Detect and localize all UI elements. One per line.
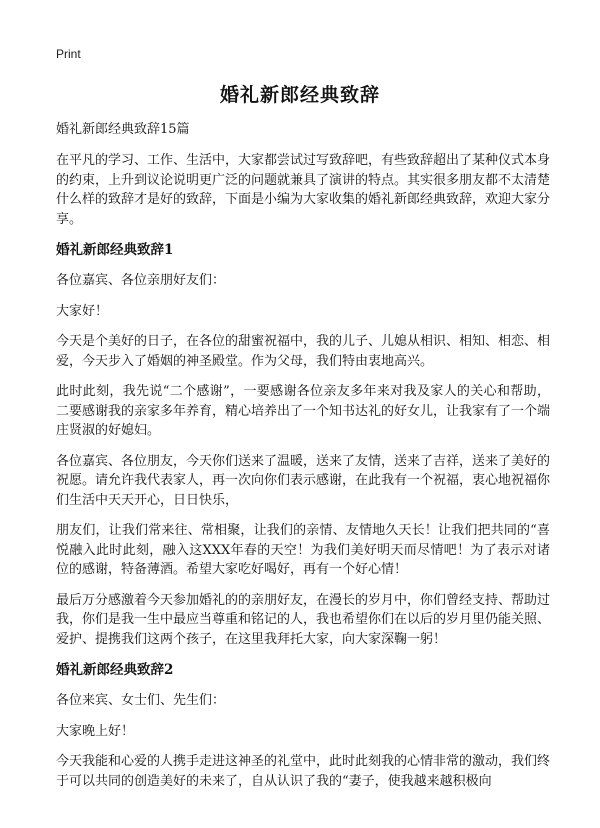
paragraph: 朋友们，让我们常来往、常相聚，让我们的亲情、友情地久天长！让我们把共同的“喜悦融入此时此刻，融入这XXX年春的天空！为我们美好明天而尽情吧！为了表示对诸位的感谢，特备薄酒。希望大家吃好喝好，再有一个好心情！ — [56, 523, 550, 577]
paragraph: 各位来宾、女士们、先生们： — [56, 693, 226, 708]
paragraph: 今天我能和心爱的人携手走进这神圣的礼堂中，此时此刻我的心情非常的激动，我们终于可以共同的创造美好的未来了，自从认识了我的“妻子，使我越来越积极向 — [56, 754, 551, 789]
document-subtitle: 婚礼新郎经典致辞15篇 — [56, 122, 190, 137]
section-heading: 婚礼新郎经典致辞2 — [56, 662, 174, 678]
paragraph: 今天是个美好的日子，在各位的甜蜜祝福中，我的儿子、儿媳从相识、相知、相恋、相爱，今天步入了婚姻的神圣殿堂。作为父母，我们特由衷地高兴。 — [56, 334, 551, 369]
paragraph: 大家好！ — [56, 303, 109, 319]
paragraph: 各位嘉宾、各位亲朋好友们： — [56, 273, 226, 288]
section-2 — [56, 660, 550, 791]
print-link[interactable]: Print — [56, 47, 81, 61]
paragraph: 大家晚上好！ — [56, 723, 135, 739]
document-title: 婚礼新郎经典致辞 — [219, 84, 380, 106]
intro-paragraph: 在平凡的学习、工作、生活中，大家都尝试过写致辞吧，有些致辞超出了某种仪式本身的约束，上升到议论说明更广泛的问题就兼具了演讲的特点。其实很多朋友都不太清楚什么样的致辞才是好的致辞，下面是小编为大家收集的婚礼新郎经典致辞，欢迎大家分享。 — [56, 153, 551, 227]
document-body — [56, 121, 550, 802]
section-heading: 婚礼新郎经典致辞1 — [56, 242, 174, 258]
paragraph: 此时此刻，我先说“二个感谢”，一要感谢各位亲友多年来对我及家人的关心和帮助，二要感谢我的亲家多年养育，精心培养出了一个知书达礼的好女儿，让我家有了一个端庄贤淑的好媳妇。 — [56, 384, 551, 438]
section-1 — [56, 240, 550, 649]
paragraph: 最后万分感激着今天参加婚礼的的亲朋好友，在漫长的岁月中，你们曾经支持、帮助过我，你们是我一生中最应当尊重和铭记的人，我也希望你们在以后的岁月里仍能关照、爱护、提携我们这两个孩子，在这里我拜托大家，向大家深鞠一躬！ — [56, 592, 551, 647]
paragraph: 各位嘉宾、各位朋友，今天你们送来了温暖，送来了友情，送来了吉祥，送来了美好的祝愿。请允许我代表家人，再一次向你们表示感谢，在此我有一个祝福，衷心地祝福你们生活中天天开心，日日快乐， — [56, 453, 551, 508]
